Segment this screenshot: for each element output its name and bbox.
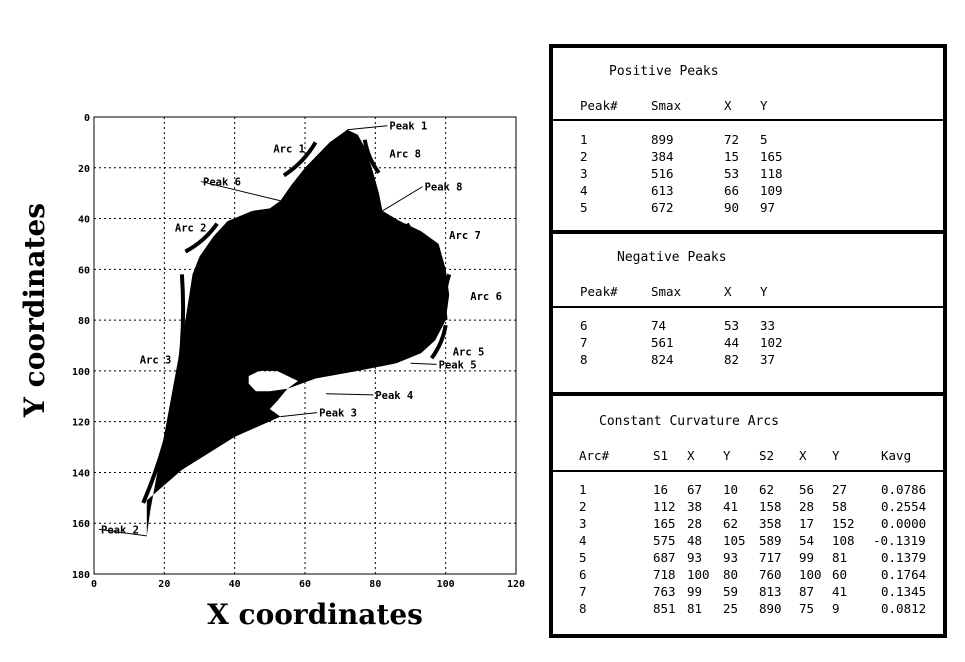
divider [553, 306, 943, 308]
table-cell: 38 [687, 499, 703, 514]
x-tick-label: 80 [369, 579, 382, 590]
peak-label: Peak 3 [319, 407, 358, 420]
table-cell: 3 [580, 166, 588, 181]
column-header: X [724, 98, 732, 113]
table-cell: 60 [832, 567, 848, 582]
table-cell: 48 [687, 533, 703, 548]
svg-text:X coordinates: X coordinates [207, 598, 423, 631]
y-tick-label: 40 [77, 214, 90, 226]
table-cell: 1 [580, 132, 588, 147]
table-cell: 25 [723, 601, 739, 616]
peak-leader-line [326, 394, 373, 395]
table-cell: 109 [760, 183, 783, 198]
table-cell: 53 [724, 318, 740, 333]
table-cell: 62 [723, 516, 739, 531]
table-cell: 100 [687, 567, 710, 582]
x-tick-label: 0 [90, 579, 98, 590]
table-cell: 56 [799, 482, 815, 497]
column-header: Y [760, 98, 768, 113]
x-tick-label: 100 [436, 579, 455, 590]
column-header: S1 [653, 448, 669, 463]
peak-label: Peak 8 [424, 181, 463, 194]
y-tick-label: 0 [83, 113, 90, 124]
table-cell: 54 [799, 533, 815, 548]
table-cell: 899 [651, 132, 674, 147]
table-cell: 5 [580, 200, 588, 215]
table-cell: 102 [760, 335, 783, 350]
table-cell: 3 [579, 516, 587, 531]
column-header: Smax [651, 98, 682, 113]
y-tick-label: 120 [71, 417, 90, 429]
peak-leader-line [411, 363, 437, 364]
y-tick-label: 100 [71, 366, 90, 378]
table-cell: 152 [832, 516, 855, 531]
shape-silhouette [147, 130, 449, 536]
table-cell: 165 [760, 149, 783, 164]
table-cell: 8 [579, 601, 587, 616]
peak-label: Peak 5 [438, 359, 477, 372]
table-cell: 0.1379 [881, 550, 927, 565]
table-cell: 6 [579, 567, 587, 582]
table-cell: 672 [651, 200, 674, 215]
table-cell: 0.0786 [881, 482, 927, 497]
table-cell: 82 [724, 352, 740, 367]
table-cell: 74 [651, 318, 667, 333]
table-cell: 5 [579, 550, 587, 565]
table-cell: 9 [832, 601, 840, 616]
table-cell: 99 [799, 550, 815, 565]
peak-label: Peak 4 [375, 389, 414, 402]
table-cell: 589 [759, 533, 782, 548]
column-header: S2 [759, 448, 775, 463]
table-cell: 824 [651, 352, 674, 367]
table-cell: 5 [760, 132, 768, 147]
table-cell: 813 [759, 584, 782, 599]
table-cell: 0.1345 [881, 584, 927, 599]
table-cell: 0.2554 [881, 499, 927, 514]
x-tick-label: 20 [158, 579, 171, 590]
peak-leader-line [280, 413, 317, 417]
table-cell: 41 [832, 584, 848, 599]
negative-peaks-title: Negative Peaks [617, 250, 727, 265]
peak-label: Peak 2 [101, 524, 139, 537]
y-tick-label: 60 [77, 265, 90, 277]
arc-label: Arc 4 [231, 402, 263, 415]
column-header: Y [723, 448, 731, 463]
table-cell: 37 [760, 352, 776, 367]
table-cell: 75 [799, 601, 815, 616]
table-cell: 718 [653, 567, 676, 582]
table-cell: 62 [759, 482, 775, 497]
y-tick-label: 20 [77, 163, 90, 175]
table-cell: 81 [832, 550, 848, 565]
table-cell: 15 [724, 149, 740, 164]
column-header: X [724, 284, 732, 299]
arc-label: Arc 7 [449, 229, 481, 242]
table-cell: 0.0000 [881, 516, 927, 531]
table-cell: 7 [579, 584, 587, 599]
column-header: X [687, 448, 695, 463]
table-cell: 80 [723, 567, 739, 582]
column-header: Smax [651, 284, 682, 299]
table-cell: 516 [651, 166, 674, 181]
table-cell: 87 [799, 584, 815, 599]
table-cell: 8 [580, 352, 588, 367]
column-header: Peak# [580, 284, 618, 299]
table-cell: -0.1319 [873, 533, 926, 548]
x-axis-label [170, 596, 470, 636]
table-cell: 67 [687, 482, 703, 497]
y-tick-label: 180 [71, 570, 90, 581]
table-cell: 4 [580, 183, 588, 198]
table-cell: 33 [760, 318, 776, 333]
arc-label: Arc 1 [273, 143, 305, 156]
table-cell: 28 [799, 499, 815, 514]
x-tick-label: 40 [228, 579, 241, 590]
table-cell: 44 [724, 335, 740, 350]
table-cell: 6 [580, 318, 588, 333]
table-cell: 2 [580, 149, 588, 164]
table-cell: 384 [651, 149, 674, 164]
table-cell: 16 [653, 482, 669, 497]
arc-label: Arc 6 [470, 290, 502, 303]
table-cell: 890 [759, 601, 782, 616]
table-cell: 41 [723, 499, 739, 514]
arc-label: Arc 8 [389, 148, 422, 161]
table-cell: 105 [723, 533, 746, 548]
table-cell: 760 [759, 567, 782, 582]
arc-label: Arc 3 [139, 354, 172, 367]
y-axis-label [8, 100, 56, 520]
table-cell: 7 [580, 335, 588, 350]
table-cell: 81 [687, 601, 703, 616]
table-cell: 2 [579, 499, 587, 514]
table-cell: 687 [653, 550, 676, 565]
table-cell: 0.0812 [881, 601, 927, 616]
table-cell: 358 [759, 516, 782, 531]
section-divider [553, 230, 943, 234]
table-cell: 108 [832, 533, 855, 548]
table-cell: 59 [723, 584, 739, 599]
table-cell: 112 [653, 499, 676, 514]
column-header: Arc# [579, 448, 610, 463]
table-cell: 1 [579, 482, 587, 497]
table-cell: 100 [799, 567, 822, 582]
table-cell: 53 [724, 166, 740, 181]
svg-text:Y coordinates: Y coordinates [18, 202, 51, 418]
y-tick-label: 160 [71, 519, 90, 531]
table-cell: 66 [724, 183, 740, 198]
table-cell: 27 [832, 482, 848, 497]
peak-label: Peak 7 [262, 341, 301, 354]
divider [553, 470, 943, 472]
arcs-title: Constant Curvature Arcs [599, 414, 780, 429]
column-header: Kavg [881, 448, 912, 463]
table-cell: 4 [579, 533, 587, 548]
x-tick-label: 60 [298, 579, 312, 590]
table-cell: 118 [760, 166, 783, 181]
table-cell: 10 [723, 482, 739, 497]
y-tick-label: 140 [71, 468, 90, 480]
column-header: X [799, 448, 807, 463]
table-cell: 851 [653, 601, 676, 616]
peak-label: Peak 1 [389, 120, 428, 133]
table-cell: 613 [651, 183, 674, 198]
table-cell: 90 [724, 200, 740, 215]
table-cell: 158 [759, 499, 782, 514]
table-cell: 72 [724, 132, 740, 147]
table-cell: 93 [723, 550, 739, 565]
divider [553, 119, 943, 121]
table-cell: 58 [832, 499, 848, 514]
table-cell: 575 [653, 533, 676, 548]
peak-leader-line [382, 187, 422, 211]
table-cell: 763 [653, 584, 676, 599]
table-cell: 28 [687, 516, 703, 531]
table-cell: 717 [759, 550, 782, 565]
column-header: Y [832, 448, 840, 463]
section-divider [553, 392, 943, 396]
table-cell: 165 [653, 516, 676, 531]
arc-label: Arc 5 [452, 346, 485, 359]
table-cell: 561 [651, 335, 674, 350]
peak-label: Peak 6 [203, 176, 241, 189]
column-header: Peak# [580, 98, 618, 113]
results-panel [549, 44, 947, 638]
x-tick-label: 120 [506, 579, 526, 590]
table-cell: 17 [799, 516, 815, 531]
table-cell: 97 [760, 200, 776, 215]
positive-peaks-title: Positive Peaks [609, 64, 719, 79]
table-cell: 93 [687, 550, 703, 565]
y-tick-label: 80 [77, 316, 90, 328]
column-header: Y [760, 284, 768, 299]
arc-label: Arc 2 [174, 222, 207, 235]
table-cell: 0.1764 [881, 567, 927, 582]
peak-leader-line [347, 126, 387, 130]
table-cell: 99 [687, 584, 703, 599]
